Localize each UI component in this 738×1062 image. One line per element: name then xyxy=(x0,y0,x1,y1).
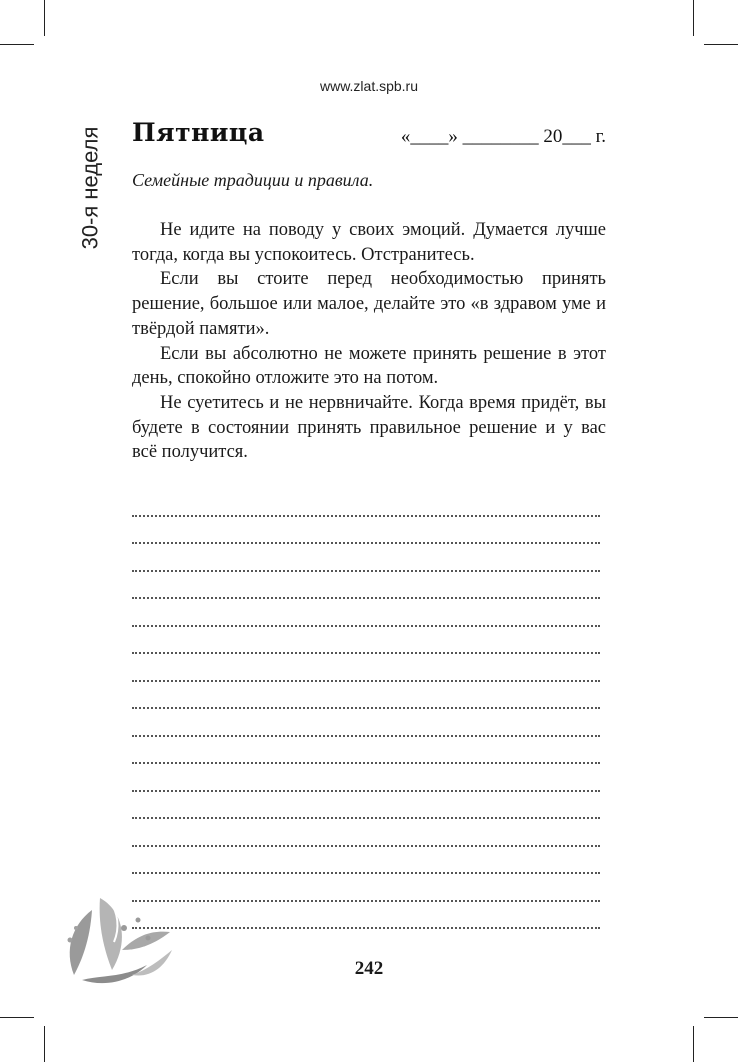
note-line xyxy=(132,902,600,930)
note-line xyxy=(132,764,600,792)
crop-mark xyxy=(704,1017,738,1018)
note-line xyxy=(132,572,600,600)
crop-mark xyxy=(693,1026,694,1062)
note-line xyxy=(132,544,600,572)
week-label-text: 30-я неделя xyxy=(77,126,103,250)
body-text xyxy=(132,218,606,465)
subtitle: Семейные традиции и правила. xyxy=(132,170,374,190)
crop-mark xyxy=(44,1026,45,1062)
note-lines xyxy=(132,489,600,929)
page-number: 242 xyxy=(354,958,384,979)
note-line xyxy=(132,682,600,710)
crop-mark xyxy=(0,1017,34,1018)
note-line xyxy=(132,654,600,682)
date-field: «____» ________ 20___ г. xyxy=(400,126,606,147)
note-line xyxy=(132,737,600,765)
note-line xyxy=(132,489,600,517)
note-line xyxy=(132,874,600,902)
week-side-label xyxy=(72,118,108,258)
day-header xyxy=(132,118,606,154)
note-line xyxy=(132,599,600,627)
note-line xyxy=(132,819,600,847)
crop-mark xyxy=(44,0,45,36)
crop-mark xyxy=(0,44,34,45)
floral-ornament-icon xyxy=(52,880,182,1000)
note-line xyxy=(132,709,600,737)
note-line xyxy=(132,792,600,820)
crop-mark xyxy=(704,44,738,45)
site-url: www.zlat.spb.ru xyxy=(319,78,419,94)
note-line xyxy=(132,847,600,875)
paragraph: Если вы абсолютно не можете принять решение в этот день, спокойно отложите это на потом. xyxy=(132,343,606,389)
note-line xyxy=(132,517,600,545)
note-line xyxy=(132,627,600,655)
paragraph: Если вы стоите перед необходимостью принять решение, большое или малое, делайте это «в здравом уме и твёрдой памяти». xyxy=(132,269,606,339)
paragraph: Не суетитесь и не нервничайте. Когда время придёт, вы будете в состоянии принять правильное решение и у вас всё получится. xyxy=(132,392,606,463)
paragraph: Не идите на поводу у своих эмоций. Думается лучше тогда, когда вы успокоитесь. Отстранитесь. xyxy=(132,220,606,265)
crop-mark xyxy=(693,0,694,36)
day-title: Пятница xyxy=(132,118,265,147)
